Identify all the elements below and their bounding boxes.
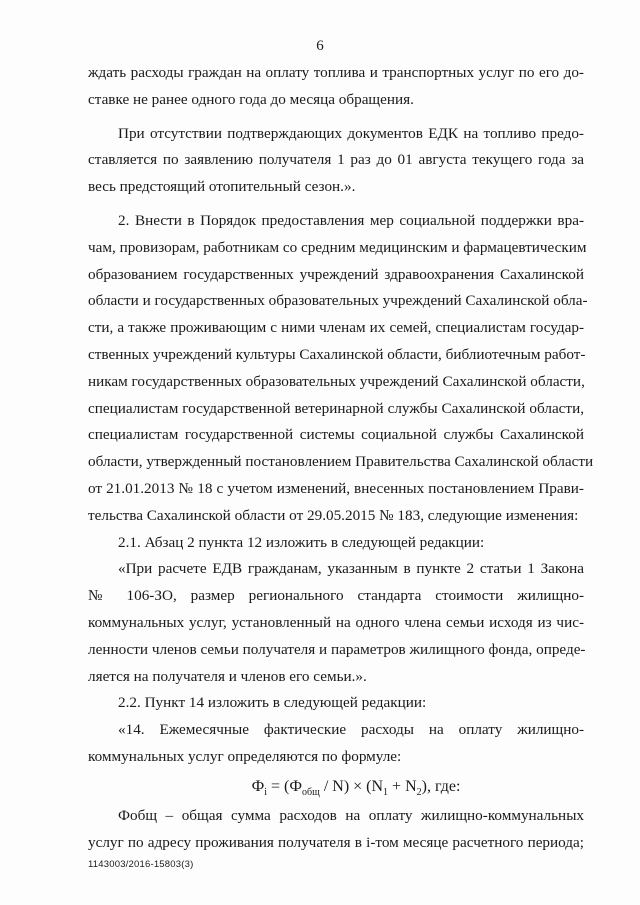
text-line: ляется на получателя и членов его семьи.».: [88, 667, 367, 685]
paragraph-gap: [88, 114, 584, 121]
formula: [88, 771, 584, 803]
text-line: 2.1. Абзац 2 пункта 12 изложить в следующей редакции:: [118, 533, 485, 551]
text-line: Фобщ – общая сумма расходов на оплату жилищно-коммунальных: [118, 806, 584, 824]
formula-part-phi: Ф: [251, 777, 265, 795]
text-line: № 106-ЗО, размер регионального стандарта стоимости жилищно-: [88, 587, 584, 605]
text-line: области и государственных образовательных учреждений Сахалинской обла-: [88, 292, 588, 310]
formula-part-plus: + N: [388, 777, 417, 795]
formula-part-tail: ), где:: [421, 777, 461, 795]
text-line: коммунальных услуг, установленный на одного члена семьи исходя из чис-: [88, 613, 584, 631]
formula-part-sub-1: 1: [383, 786, 389, 798]
text-line: 2.2. Пункт 14 изложить в следующей редакции:: [118, 694, 427, 712]
text-line: «14. Ежемесячные фактические расходы на оплату жилищно-: [118, 721, 584, 739]
formula-part-sub-total: общ: [302, 786, 320, 798]
text-line: специалистам государственной системы социальной службы Сахалинской: [88, 426, 584, 444]
formula-part-div-n: / N) × (N: [319, 777, 384, 795]
text-line: ленности членов семьи получателя и параметров жилищного фонда, опреде-: [88, 640, 586, 658]
text-line: «При расчете ЕДВ гражданам, указанным в пункте 2 статьи 1 Закона: [118, 560, 584, 578]
page-number: 6: [316, 38, 324, 54]
document-body: [88, 60, 594, 856]
text-line: от 21.01.2013 № 18 с учетом изменений, внесенных постановлением Прави-: [88, 479, 584, 497]
text-line: области, утвержденный постановлением Правительства Сахалинской области: [88, 453, 594, 471]
document-footer-code: 1143003/2016-15803(3): [88, 859, 194, 870]
formula-part-sub-i: i: [264, 786, 268, 798]
text-line: никам государственных образовательных учреждений Сахалинской области,: [88, 372, 585, 390]
text-line: ставляется по заявлению получателя 1 раз до 01 августа текущего года за: [88, 151, 584, 169]
paragraph-gap: [88, 201, 584, 208]
formula-part-equals-open: = (Ф: [267, 777, 303, 795]
text-line: При отсутствии подтверждающих документов ЕДК на топливо предо-: [118, 124, 584, 142]
text-line: весь предстоящий отопительный сезон.».: [88, 178, 356, 196]
text-line: 2. Внести в Порядок предоставления мер социальной поддержки вра-: [118, 211, 584, 229]
text-line: специалистам государственной ветеринарной службы Сахалинской области,: [88, 399, 584, 417]
text-line: ственных учреждений культуры Сахалинской области, библиотечным работ-: [88, 345, 586, 363]
text-line: услуг по адресу проживания получателя в i-том месяце расчетного периода;: [88, 833, 584, 851]
text-line: чам, провизорам, работникам со средним медицинским и фармацевтическим: [88, 238, 587, 256]
text-line: тельства Сахалинской области от 29.05.2015 № 183, следующие изменения:: [88, 506, 579, 524]
formula-part-sub-2: 2: [416, 786, 422, 798]
text-line: ставке не ранее одного года до месяца обращения.: [88, 90, 414, 108]
text-line: коммунальных услуг определяются по формуле:: [88, 747, 402, 765]
text-line: образованием государственных учреждений здравоохранения Сахалинской: [88, 265, 584, 283]
text-line: ждать расходы граждан на оплату топлива и транспортных услуг по его до-: [88, 64, 584, 81]
text-line: сти, а также проживающим с ними членам их семей, специалистам государ-: [88, 319, 584, 337]
